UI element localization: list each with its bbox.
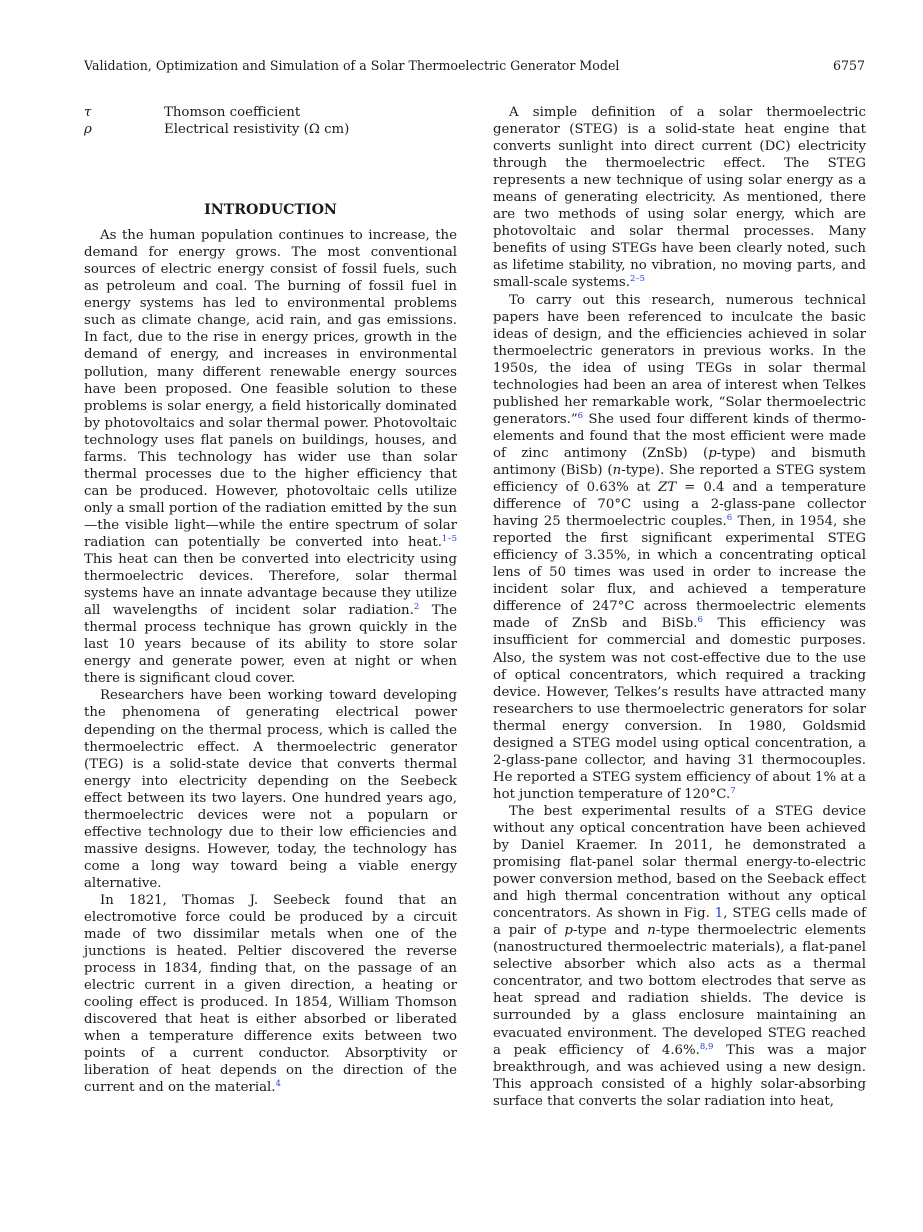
text-run: -type and — [572, 923, 648, 939]
text-run: A simple definition of a solar thermoelectric generator (STEG) is a solid-state heat engine that converts sunlight into direct current (DC) electricity through the thermoelectric effect. The STEG represents a new technique of using solar energy as a means of generating electricity. As mentioned, there are two methods of using solar energy, which are photovoltaic and solar thermal processes. Many benefits of using STEGs have been clearly noted, such as lifetime stability, no vibration, no moving parts, and small-scale systems. — [493, 105, 866, 291]
text-run: To carry out this research, numerous technical papers have been referenced to inculcate the basic ideas of design, and the efficiencies achieved in solar thermoelectric generators in previous works. In the 1950s, the idea of using TEGs in solar thermal technologies had been an area of interest when Telkes published her remarkable work, “Solar thermoelectric generators.” — [493, 292, 866, 427]
symbol-list — [84, 104, 457, 138]
symbol: τ — [84, 105, 92, 120]
citation-link[interactable]: 2 — [413, 602, 420, 613]
text-run: As the human population continues to increase, the demand for energy grows. The most conventional sources of electric energy consist of fossil fuels, such as petroleum and coal. The burning of fossil fuel in energy systems has led to environmental problems such as climate change, acid rain, and gas emissions. In fact, due to the rise in energy prices, growth in the demand of energy, and increases in environmental pollution, many different renewable energy sources have been proposed. One feasible solution to these problems is solar energy, a field historically dominated by photovoltaics and solar thermal power. Photovoltaic technology uses flat panels on buildings, houses, and farms. This technology has wider use than solar thermal processes due to the higher efficiency that can be produced. However, photovoltaic cells utilize only a small portion of the radiation emitted by the sun—the visible light—while the entire spectrum of solar radiation can potentially be converted into heat. — [84, 228, 457, 550]
symbol-row — [84, 121, 457, 138]
text-run: Then, in 1954, she reported the first significant experimental STEG efficiency of 3.35%, in which a concentrating optical lens of 50 times was used in order to increase the incident solar flux, and achieved a temperature difference of 247°C across thermoelectric elements made of ZnSb and BiSb. — [493, 514, 867, 632]
text-run: -type). She reported a STEG system efficiency of 0.63% at — [493, 462, 866, 496]
italic-term: p — [708, 445, 717, 461]
italic-term: p — [564, 923, 573, 939]
section-heading: INTRODUCTION — [204, 202, 337, 219]
text-run: This was a major breakthrough, and was achieved using a new design. This approach consisted of a highly solar-absorbing surface that converts the solar radiation into heat, — [493, 1042, 867, 1109]
text-run: The best experimental results of a STEG device without any optical concentration have been achieved by Daniel Kraemer. In 2011, he demonstrated a promising flat-panel solar thermal energy-to-electric power conversion method, based on the Seeback effect and high thermal concentration without any optical concentrators. As shown in Fig. — [493, 803, 866, 922]
paragraph — [493, 292, 866, 803]
paragraph — [493, 104, 866, 292]
paragraph — [493, 803, 866, 1110]
text-run: = 0.4 and a temperature difference of 70°C using a 2-glass-pane collector having 25 thermoelectric couples. — [493, 480, 866, 530]
symbol-description: Electrical resistivity (Ω cm) — [164, 122, 350, 138]
text-run: -type thermoelectric elements (nanostructured thermoelectric materials), a flat-panel selective absorber which also acts as a thermal concentrator, and two bottom electrodes that serve as heat spread and radiation shields. The device is surrounded by a glass enclosure maintaining an evacuated environment. The developed STEG reached a peak efficiency of 4.6%. — [493, 923, 866, 1058]
text-run: This heat can then be converted into electricity using thermoelectric devices. Therefore, solar thermal systems have an innate advantage because they utilize all wavelengths of incident solar radiation. — [84, 552, 457, 619]
citation-link[interactable]: 2–5 — [629, 274, 646, 285]
citation-link[interactable]: 1–5 — [441, 533, 457, 544]
italic-term: n — [612, 462, 622, 478]
symbol-description: Thomson coefficient — [164, 105, 301, 120]
paragraph: Researchers have been working toward developing the phenomena of generating electrical power depending on the thermal process, which is called the thermoelectric effect. A thermoelectric generator (TEG) is a solid-state device that converts thermal energy into electricity depending on the Seebeck effect between its two layers. One hundred years ago, thermoelectric devices were not a popularn or effective technology due to their low efficiencies and massive designs. However, today, the technology has come a long way toward being a viable energy alternative. — [84, 688, 457, 891]
symbol: ρ — [84, 122, 92, 138]
paragraph — [84, 892, 457, 1097]
figure-link[interactable]: 1 — [714, 906, 724, 922]
page-number: 6757 — [832, 58, 865, 73]
text-run: -type) and bismuth antimony (BiSb) ( — [493, 445, 866, 478]
left-column — [84, 104, 457, 1097]
text-run: This efficiency was insufficient for commercial and domestic purposes. Also, the system was not cost-effective due to the use of optical concentrators, which required a tracking device. However, Telkes’s results have attracted many researchers to use thermoelectric generators for solar thermal energy conversion. In 1980, Goldsmid designed a STEG model using optical concentration, a 2-glass-pane collector, and having 31 thermocouples. He reported a STEG system efficiency of about 1% at a hot junction temperature of 120°C. — [493, 616, 866, 802]
symbol-row — [84, 104, 457, 121]
citation-link[interactable]: 4 — [275, 1079, 281, 1090]
paragraph — [84, 227, 457, 687]
citation-link[interactable]: 8,9 — [699, 1041, 714, 1052]
right-column — [493, 104, 866, 1110]
text-run: The thermal process technique has grown quickly in the last 10 years because of its ability to store solar energy and generate power, even at night or when there is significant cloud cover. — [84, 603, 457, 687]
running-title: Validation, Optimization and Simulation of a Solar Thermoelectric Generator Model — [84, 58, 620, 73]
italic-term: ZT — [658, 480, 677, 496]
text-run: In 1821, Thomas J. Seebeck found that an electromotive force could be produced by a circuit made of two dissimilar metals when one of the junctions is heated. Peltier discovered the reverse process in 1834, finding that, on the passage of an electric current in a given direction, a heating or cooling effect is produced. In 1854, William Thomson discovered that heat is either absorbed or liberated when a temperature difference exits between two points of a current conductor. Absorptivity or liberation of heat depends on the direction of the current and on the material. — [84, 892, 457, 1096]
citation-link[interactable]: 7 — [730, 785, 736, 796]
citation-link[interactable]: 6 — [726, 513, 733, 524]
italic-term: n — [647, 923, 656, 939]
citation-link[interactable]: 6 — [697, 615, 703, 626]
text-run: She used four different kinds of thermo-elements and found that the most efficient were made of zinc antimony (ZnSb) ( — [493, 411, 866, 461]
citation-link[interactable]: 6 — [577, 410, 584, 421]
running-header — [84, 58, 865, 78]
text-run: , STEG cells made of a pair of — [493, 906, 866, 939]
